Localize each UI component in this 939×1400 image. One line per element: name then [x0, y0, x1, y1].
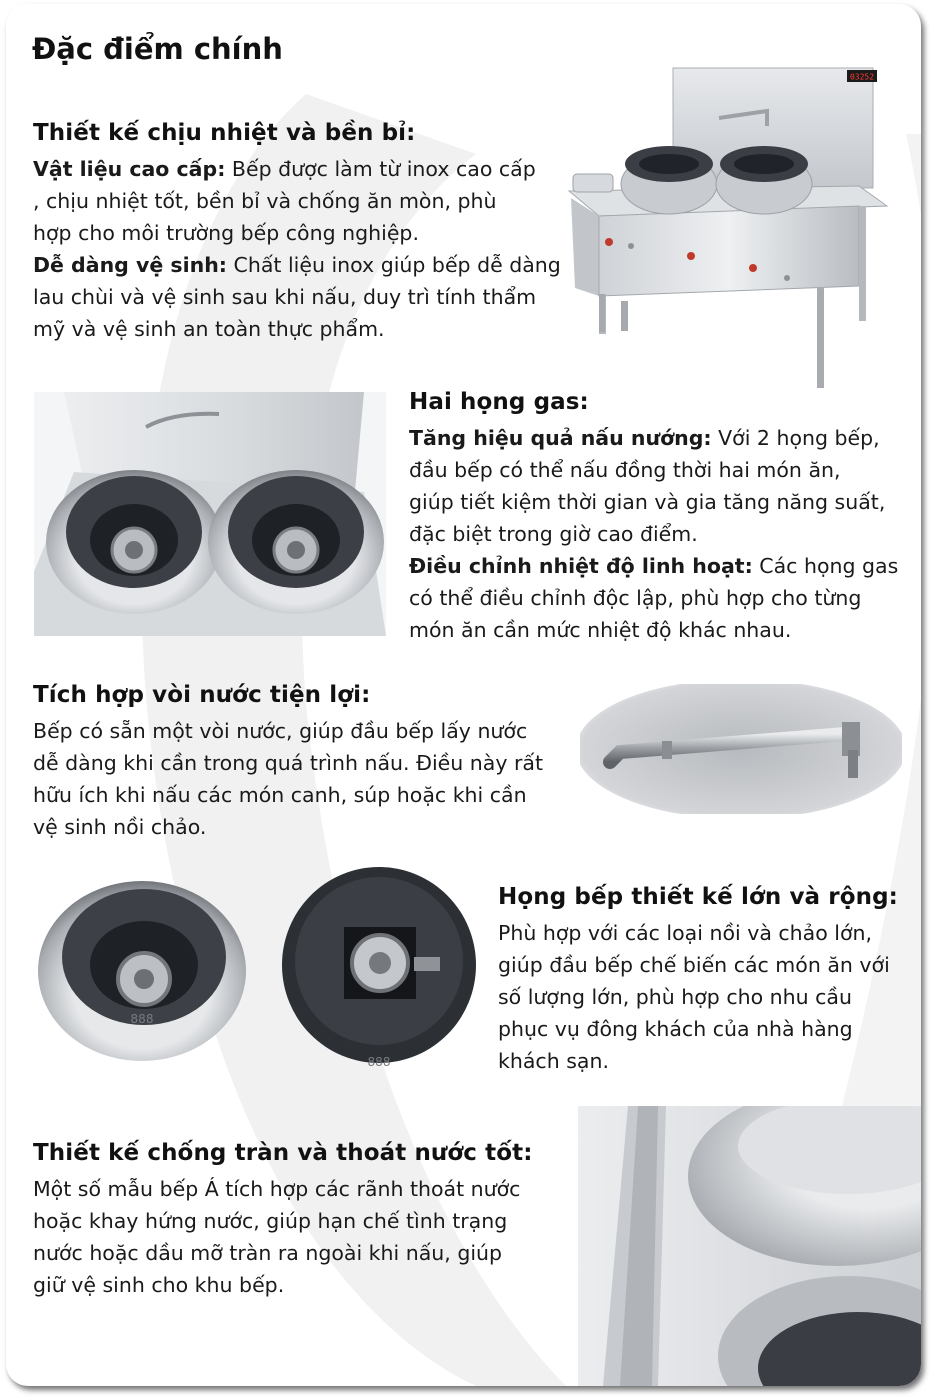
two-burners-photo — [34, 392, 386, 636]
faucet-photo — [580, 684, 902, 814]
body-line: hữu ích khi nấu các món canh, súp hoặc khi cần — [33, 783, 527, 807]
section-body-water-faucet — [33, 715, 543, 843]
body-line: giúp tiết kiệm thời gian và gia tăng năng suất, — [409, 490, 886, 514]
body-line: lau chùi và vệ sinh sau khi nấu, duy trì tính thẩm — [33, 285, 537, 309]
body-line: Tăng hiệu quả nấu nướng: Với 2 họng bếp, — [409, 426, 880, 450]
body-line: nước hoặc dầu mỡ tràn ra ngoài khi nấu, giúp — [33, 1241, 503, 1265]
body-line: Một số mẫu bếp Á tích hợp các rãnh thoát nước — [33, 1177, 521, 1201]
burner-mark-right: 888 — [367, 1055, 391, 1069]
section-body-two-burners — [409, 422, 898, 646]
body-line: , chịu nhiệt tốt, bền bỉ và chống ăn mòn, phù — [33, 189, 497, 213]
body-line: Bếp có sẵn một vòi nước, giúp đầu bếp lấy nước — [33, 719, 528, 743]
body-line: giữ vệ sinh cho khu bếp. — [33, 1273, 285, 1297]
section-title-water-faucet: Tích hợp vòi nước tiện lợi: — [33, 682, 371, 708]
section-body-overflow-drainage — [33, 1173, 520, 1301]
body-line: mỹ và vệ sinh an toàn thực phẩm. — [33, 317, 385, 341]
body-line: số lượng lớn, phù hợp cho nhu cầu — [498, 985, 852, 1009]
burner-mark-left: 888 — [130, 1012, 154, 1026]
section-title-two-burners: Hai họng gas: — [409, 389, 589, 415]
body-line: Điều chỉnh nhiệt độ linh hoạt: Các họng gas — [409, 554, 899, 578]
stove-photo — [559, 56, 889, 391]
body-line: phục vụ đông khách của nhà hàng — [498, 1017, 853, 1041]
body-line: đầu bếp có thể nấu đồng thời hai món ăn, — [409, 458, 841, 482]
feature-card — [6, 4, 921, 1386]
stove-display-text: 03252 — [849, 72, 875, 82]
body-line: dễ dàng khi cần trong quá trình nấu. Điều này rất — [33, 751, 543, 775]
body-line: vệ sinh nồi chảo. — [33, 815, 207, 839]
body-line: giúp đầu bếp chế biến các món ăn với — [498, 953, 890, 977]
body-line: đặc biệt trong giờ cao điểm. — [409, 522, 698, 546]
body-line: Dễ dàng vệ sinh: Chất liệu inox giúp bếp dễ dàng — [33, 253, 561, 277]
drainage-photo — [578, 1106, 921, 1386]
section-title-overflow-drainage: Thiết kế chống tràn và thoát nước tốt: — [33, 1140, 533, 1166]
body-line: khách sạn. — [498, 1049, 609, 1073]
body-line: hoặc khay hứng nước, giúp hạn chế tình trạng — [33, 1209, 508, 1233]
body-line: có thể điều chỉnh độc lập, phù hợp cho từng — [409, 586, 862, 610]
section-body-heat-resistant — [33, 153, 561, 345]
section-title-heat-resistant: Thiết kế chịu nhiệt và bền bỉ: — [33, 120, 416, 146]
section-title-large-burner: Họng bếp thiết kế lớn và rộng: — [498, 884, 898, 910]
section-body-large-burner — [498, 917, 890, 1077]
body-line: Phù hợp với các loại nồi và chảo lớn, — [498, 921, 873, 945]
page-title: Đặc điểm chính — [32, 32, 283, 66]
body-line: món ăn cần mức nhiệt độ khác nhau. — [409, 618, 792, 642]
body-line: Vật liệu cao cấp: Bếp được làm từ inox cao cấp — [33, 157, 536, 181]
body-line: hợp cho môi trường bếp công nghiệp. — [33, 221, 419, 245]
large-burner-photo — [34, 861, 484, 1079]
